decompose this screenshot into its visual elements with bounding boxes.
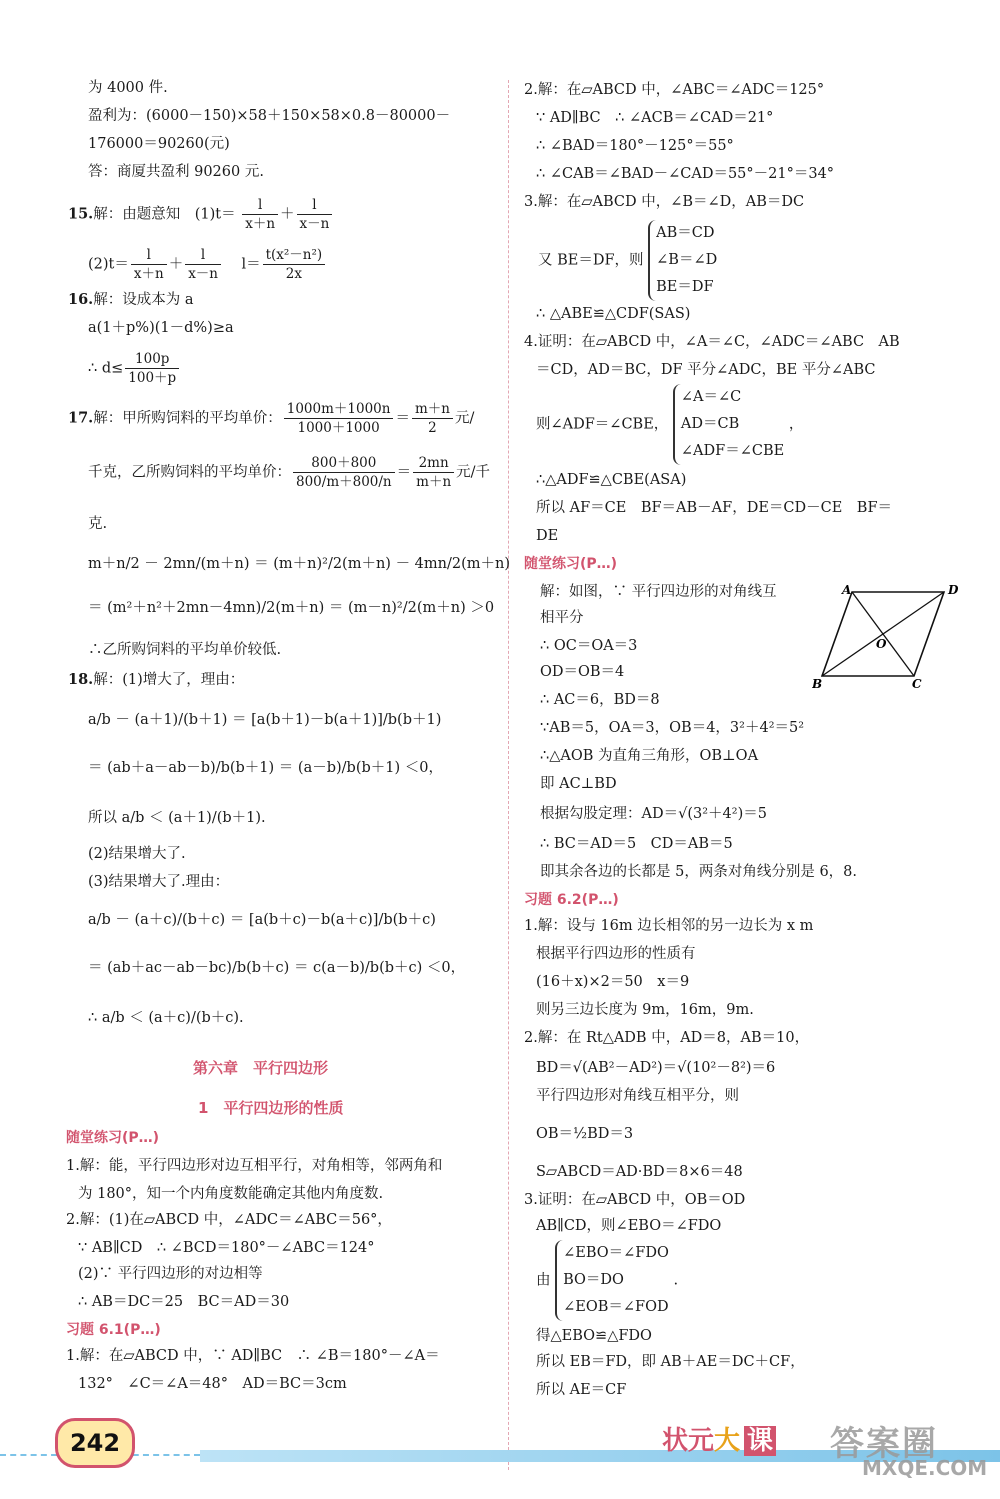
text-line: 平行四边形对角线互相平分，则 (536, 1088, 739, 1104)
formula-line: ＝ (m²＋n²＋2mn－4mn)/2(m＋n) ＝ (m－n)²/2(m＋n) ＞0 (88, 600, 495, 616)
formula-line: a/b － (a＋c)/(b＋c) ＝ [a(b＋c)－b(a＋c)]/b(b＋c) (88, 912, 436, 928)
fraction (412, 400, 453, 437)
fraction (413, 454, 454, 491)
text-line: ∵AB＝5，OA＝3，OB＝4，3²＋4²＝5² (540, 720, 805, 736)
text-line: ∴ AB＝DC＝25 BC＝AD＝30 (78, 1294, 290, 1310)
numerator: 1000m＋1000n (284, 400, 394, 419)
equation: ∠EBO＝∠FDO (563, 1245, 669, 1261)
text-line: 所以 EB＝FD，即 AB＋AE＝DC＋CF， (536, 1354, 805, 1370)
numerator: l (185, 246, 221, 265)
denominator: x＋n (245, 216, 276, 232)
denominator: 800/m＋800/n (296, 474, 392, 490)
text-line: 2.解：(1)在▱ABCD 中，∠ADC＝∠ABC＝56°， (66, 1212, 392, 1228)
exercise-heading: 习题 6.1(P…) (66, 1322, 161, 1338)
text-line: ∴ OC＝OA＝3 (540, 638, 638, 654)
text-line: 为 180°，知一个内角度数能确定其他内角度数. (78, 1186, 384, 1202)
text-line: ∴ ∠CAB＝∠BAD－∠CAD＝55°－21°＝34° (536, 166, 835, 182)
watermark-url: MXQE.COM (862, 1456, 988, 1480)
text-line: 即其余各边的长都是 5，两条对角线分别是 6，8. (540, 864, 858, 880)
question-16 (68, 290, 194, 310)
center-label-o: O (876, 637, 887, 651)
text-line: 1.解：在▱ABCD 中，∵ AD∥BC ∴ ∠B＝180°－∠A＝ (66, 1348, 440, 1364)
question-18 (68, 670, 244, 690)
brand-text: 状元 (662, 1426, 715, 1456)
text-line: ∴ AC＝6，BD＝8 (540, 692, 660, 708)
page-footer (0, 1408, 1000, 1499)
text-line: ∴ ∠BAD＝180°－125°＝55° (536, 138, 734, 154)
equation: ∠EOB＝∠FOD (563, 1299, 669, 1315)
vertex-label-a: A (842, 584, 852, 597)
text: ∴ d≤ (88, 360, 124, 377)
numerator: l (131, 246, 167, 265)
text-line: (2)∵ 平行四边形的对边相等 (78, 1266, 263, 1282)
exercise-heading: 随堂练习(P…) (524, 556, 618, 572)
diagonal-bd (822, 592, 944, 676)
text: l＝ (241, 256, 261, 273)
text: (2)t＝ (88, 256, 129, 273)
text-line: 得△EBO≌△FDO (536, 1328, 652, 1344)
fraction (284, 400, 394, 437)
numerator: l (297, 196, 333, 215)
text-line: 答：商厦共盈利 90260 元. (88, 164, 264, 180)
question-15: 15.解：由题意知 (1)t＝ $\frac{l}{x+n}$ ＋ $\frac{l}{x-n}$ (68, 196, 334, 233)
denominator: 2 (428, 420, 437, 436)
formula-line: 千克，乙所购饲料的平均单价： $\frac{800+800}{800/m+800/n}$ ＝ $\frac{2mn}{m+n}$ 元/千 (88, 455, 491, 490)
text-line: 2.解：在▱ABCD 中，∠ABC＝∠ADC＝125° (524, 82, 825, 98)
formula-line: ＝ (ab＋ac－ab－bc)/b(b＋c) ＝ c(a－b)/b(b＋c) ＜0， (88, 960, 466, 976)
text-line: 相平分 (540, 610, 584, 626)
equation: ∠B＝∠D (656, 252, 718, 268)
text: 千克，乙所购饲料的平均单价： (88, 464, 291, 481)
text-line: 根据平行四边形的性质有 (536, 946, 696, 962)
fraction (293, 454, 395, 491)
parallelogram-figure (812, 584, 962, 690)
text: 解：设成本为 a (93, 292, 194, 308)
text-line: 盈利为：(6000－150)×58＋150×58×0.8－80000－ (88, 108, 451, 124)
text-line: 176000＝90260(元) (88, 136, 230, 152)
vertex-label-d: D (948, 584, 959, 597)
text: 解：由题意知 (1)t＝ (93, 206, 236, 223)
text-line: 3.证明：在▱ABCD 中，OB＝OD (524, 1192, 746, 1208)
numerator: m＋n (412, 400, 453, 419)
text: 则∠ADF＝∠CBE， (536, 416, 669, 433)
formula-line: ∴ a/b ＜ (a＋c)/(b＋c). (88, 1010, 244, 1026)
text-line: ∵ AD∥BC ∴ ∠ACB＝∠CAD＝21° (536, 110, 774, 126)
fraction (185, 246, 221, 283)
fraction (263, 246, 326, 283)
text-line: 4.证明：在▱ABCD 中，∠A＝∠C，∠ADC＝∠ABC AB (524, 334, 900, 350)
system-equations (536, 1240, 678, 1321)
numerator: 800＋800 (293, 454, 395, 473)
text-line: 132° ∠C＝∠A＝48° AD＝BC＝3cm (78, 1376, 347, 1392)
text-line: ∴ △ABE≌△CDF(SAS) (536, 306, 691, 322)
equation: AB＝CD (656, 225, 715, 241)
denominator: m＋n (416, 474, 452, 490)
brace-system (555, 1240, 669, 1321)
watermark: 答案圈 (830, 1424, 938, 1464)
text-line: ∴乙所购饲料的平均单价较低. (88, 642, 282, 658)
equation: ∠ADF＝∠CBE (680, 443, 785, 459)
fraction (125, 350, 179, 387)
text: 元/千 (456, 464, 491, 481)
system-equations (536, 384, 803, 465)
text-line: (2)结果增大了. (88, 846, 186, 862)
text: ， (788, 416, 804, 433)
numerator: t(x²－n²) (263, 246, 326, 265)
text-line: OD＝OB＝4 (540, 664, 625, 680)
text: 由 (536, 1272, 551, 1289)
text-line: ∵ AB∥CD ∴ ∠BCD＝180°－∠ABC＝124° (78, 1240, 375, 1256)
fraction (242, 196, 278, 233)
equation: BO＝DO (563, 1272, 624, 1288)
text-line: ∴△AOB 为直角三角形，OB⊥OA (540, 748, 759, 764)
question-number: 18. (68, 671, 94, 688)
numerator: 100p (125, 350, 179, 369)
formula-line: (2)t＝ $\frac{l}{x+n}$ ＋ $\frac{l}{x-n}$ l＝ $\frac{\text{t(x²－n²)}}{2x}$ (88, 246, 327, 283)
brand-text: 课 (744, 1426, 776, 1456)
chapter-title: 第六章 平行四边形 (193, 1059, 329, 1077)
question-number: 17. (68, 409, 94, 427)
text-line: 根据勾股定理：AD＝√(3²＋4²)＝5 (540, 806, 767, 822)
equation: ∠A＝∠C (680, 389, 742, 405)
text: 解：(1)增大了，理由： (93, 672, 245, 688)
formula-line (88, 350, 181, 387)
formula-line: ＝ (ab＋a－ab－b)/b(b＋1) ＝ (a－b)/b(b＋1) ＜0， (88, 760, 443, 776)
fraction (131, 246, 167, 283)
denominator: 1000＋1000 (297, 420, 380, 436)
text-line: AB∥CD，则∠EBO＝∠FDO (536, 1218, 722, 1234)
formula-line: BD＝√(AB²－AD²)＝√(10²－8²)＝6 (536, 1060, 776, 1076)
text-line: 为 4000 件. (88, 80, 168, 96)
text-line: ＝CD，AD＝BC，DF 平分∠ADC，BE 平分∠ABC (536, 362, 876, 378)
question-number: 16. (68, 291, 94, 308)
text-line: 解：如图，∵ 平行四边形的对角线互 (540, 584, 777, 600)
text: 解：甲所购饲料的平均单价： (93, 410, 282, 427)
exercise-heading: 习题 6.2(P…) (524, 892, 619, 908)
brace-system (648, 220, 717, 301)
text-line: 克. (88, 516, 108, 532)
vertex-label-b: B (812, 677, 823, 690)
text-line: (16＋x)×2＝50 x＝9 (536, 974, 690, 990)
text: 元/ (454, 410, 475, 427)
system-equations (538, 220, 717, 301)
page-number: 242 (55, 1418, 135, 1468)
text-line: 3.解：在▱ABCD 中，∠B＝∠D，AB＝DC (524, 194, 805, 210)
question-17: 17.解：甲所购饲料的平均单价： $\frac{1000m+1000n}{1000+1000}$ ＝ $\frac{m+n}{2}$ 元/ (68, 401, 475, 436)
question-number: 15. (68, 205, 94, 223)
brace-system (673, 384, 784, 465)
text-line: ∴△ADF≌△CBE(ASA) (536, 472, 687, 488)
text-line: 所以 AF＝CE BF＝AB－AF，DE＝CD－CE BF＝ (536, 500, 893, 516)
equation: BE＝DF (656, 279, 714, 295)
text-line: 1.解：设与 16m 边长相邻的另一边长为 x m (524, 918, 814, 934)
text-line: 则另三边长度为 9m，16m，9m. (536, 1002, 754, 1018)
denominator: x－n (299, 216, 330, 232)
numerator: 2mn (413, 454, 454, 473)
text-line: 1.解：能，平行四边形对边互相平行，对角相等，邻两角和 (66, 1158, 443, 1174)
brand-text: 大 (714, 1426, 741, 1456)
text-line: ∴ BC＝AD＝5 CD＝AB＝5 (540, 836, 733, 852)
formula-line: S▱ABCD＝AD·BD＝8×6＝48 (536, 1164, 743, 1180)
formula-line: m＋n/2 － 2mn/(m＋n) ＝ (m＋n)²/2(m＋n) － 4mn/2(m＋n) (88, 556, 511, 572)
text: 又 BE＝DF，则 (538, 252, 644, 269)
text-line: 2.解：在 Rt△ADB 中，AD＝8，AB＝10， (524, 1030, 810, 1046)
denominator: 2x (285, 266, 302, 282)
text-line: 即 AC⊥BD (540, 776, 617, 792)
formula-line: 所以 a/b ＜ (a＋1)/(b＋1). (88, 810, 266, 826)
equation: AD＝CB (680, 416, 740, 432)
denominator: x－n (188, 266, 218, 282)
text-line: (3)结果增大了.理由： (88, 874, 230, 890)
section-title: 1 平行四边形的性质 (198, 1099, 344, 1117)
text-line: 所以 AE＝CF (536, 1382, 627, 1398)
text: . (673, 1272, 679, 1289)
denominator: x＋n (133, 266, 164, 282)
exercise-heading: 随堂练习(P…) (66, 1130, 160, 1146)
numerator: l (242, 196, 278, 215)
fraction (297, 196, 333, 233)
text-line: DE (536, 528, 559, 544)
formula-line: a/b － (a＋1)/(b＋1) ＝ [a(b＋1)－b(a＋1)]/b(b＋1) (88, 712, 442, 728)
text-line: a(1＋p%)(1－d%)≥a (88, 320, 234, 336)
brand-logo (662, 1420, 776, 1457)
formula-line: OB＝½BD＝3 (536, 1126, 634, 1142)
vertex-label-c: C (912, 677, 922, 690)
column-divider (508, 80, 509, 1470)
denominator: 100＋p (128, 370, 177, 386)
